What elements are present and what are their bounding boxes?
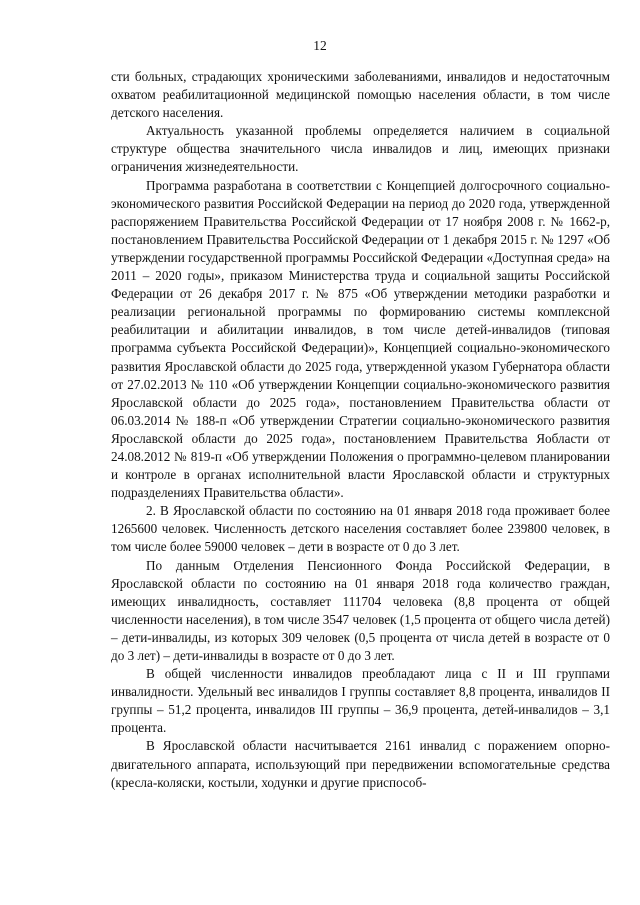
document-body [111,68,610,792]
paragraph-population: 2. В Ярославской области по состоянию на 01 января 2018 года проживает более 1265600 человек. Численность детского населения составляет более 239800 человек, в том числе более 59000 человек – дети в возрасте от 0 до 3 лет. [111,503,610,555]
paragraph-relevance: Актуальность указанной проблемы определяется наличием в социальной структуре общества значительного числа инвалидов и лиц, имеющих признаки ограничения жизнедеятельности. [111,123,610,175]
paragraph-legal-basis: Программа разработана в соответствии с Концепцией долгосрочного социально-экономического развития Российской Федерации на период до 2020 года, утвержденной распоряжением Правительства Российской Федерации от 17 ноября 2008 г. № 1662-р, постановлением Правительства Российской Федерации от 1 декабря 2015 г. № 1297 «Об утверждении государственной программы Российской Федерации «Доступная среда» на 2011 – 2020 годы», приказом Министерства труда и социальной защиты Российской Федерации от 26 декабря 2017 г. № 875 «Об утверждении методики разработки и реализации региональной программы по формированию системы комплексной реабилитации и абилитации инвалидов, в том числе детей-инвалидов (типовая программа субъекта Российской Федерации)», Концепцией социально-экономического развития Ярославской области до 2025 года, утвержденной указом Губернатора области от 27.02.2013 № 110 «Об утверждении Концепции социально-экономического развития Ярославской области до 2025 года», постановлением Правительства области от 06.03.2014 № 188-п «Об утверждении Стратегии социально-экономического развития Ярославской области до 2025 года», постановлением Правительства Яобласти от 24.08.2012 № 819-п «Об утверждении Положения о программно-целевом планировании и контроле в органах исполнительной власти Ярославской области и структурных подразделениях Правительства области». [111,177,610,501]
paragraph-continuation: сти больных, страдающих хроническими заболеваниями, инвалидов и недостаточным охватом реабилитационной медицинской помощью населения области, в том числе детского населения. [111,69,610,121]
paragraph-disability-statistics: По данным Отделения Пенсионного Фонда Российской Федерации, в Ярославской области по состоянию на 01 января 2018 года количество граждан, имеющих инвалидность, составляет 111704 человека (8,8 процента от общей численности населения), в том числе 3547 человек (1,5 процента от общего числа детей) – дети-инвалиды, из которых 309 человек (0,5 процента от числа детей в возрасте от 0 до 3 лет) – дети-инвалиды в возрасте от 0 до 3 лет. [111,557,610,663]
paragraph-mobility-impairment: В Ярославской области насчитывается 2161 инвалид с поражением опорно-двигательного аппарата, использующий при передвижении вспомогательные средства (кресла-коляски, костыли, ходунки и другие приспособ- [111,738,610,790]
page-number: 12 [313,38,327,53]
paragraph-disability-groups: В общей численности инвалидов преобладают лица с II и III группами инвалидности. Удельный вес инвалидов I группы составляет 8,8 процента, инвалидов II группы – 51,2 процента, инвалидов III группы – 36,9 процента, детей-инвалидов – 3,1 процента. [111,666,610,736]
